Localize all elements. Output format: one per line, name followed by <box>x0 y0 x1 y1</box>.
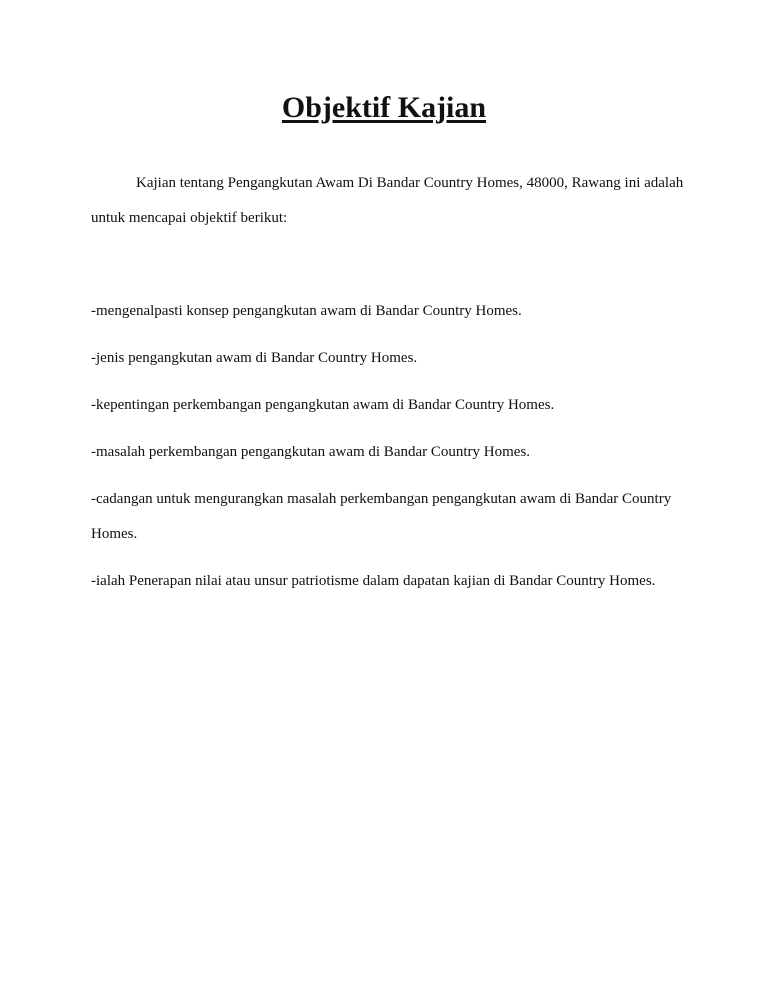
objective-item: -cadangan untuk mengurangkan masalah perkembangan pengangkutan awam di Bandar Country Homes. <box>91 491 672 542</box>
page-title: Objektif Kajian <box>281 91 487 124</box>
objective-item: -masalah perkembangan pengangkutan awam di Bandar Country Homes. <box>91 444 531 460</box>
objective-item: -kepentingan perkembangan pengangkutan awam di Bandar Country Homes. <box>91 397 555 413</box>
intro-paragraph: Kajian tentang Pengangkutan Awam Di Bandar Country Homes, 48000, Rawang ini adalah untuk mencapai objektif berikut: <box>91 175 684 226</box>
objective-item: -jenis pengangkutan awam di Bandar Country Homes. <box>91 350 418 366</box>
objective-item: -mengenalpasti konsep pengangkutan awam di Bandar Country Homes. <box>91 303 522 319</box>
objective-item: -ialah Penerapan nilai atau unsur patriotisme dalam dapatan kajian di Bandar Country Homes. <box>91 573 656 589</box>
objective-list <box>91 294 691 611</box>
